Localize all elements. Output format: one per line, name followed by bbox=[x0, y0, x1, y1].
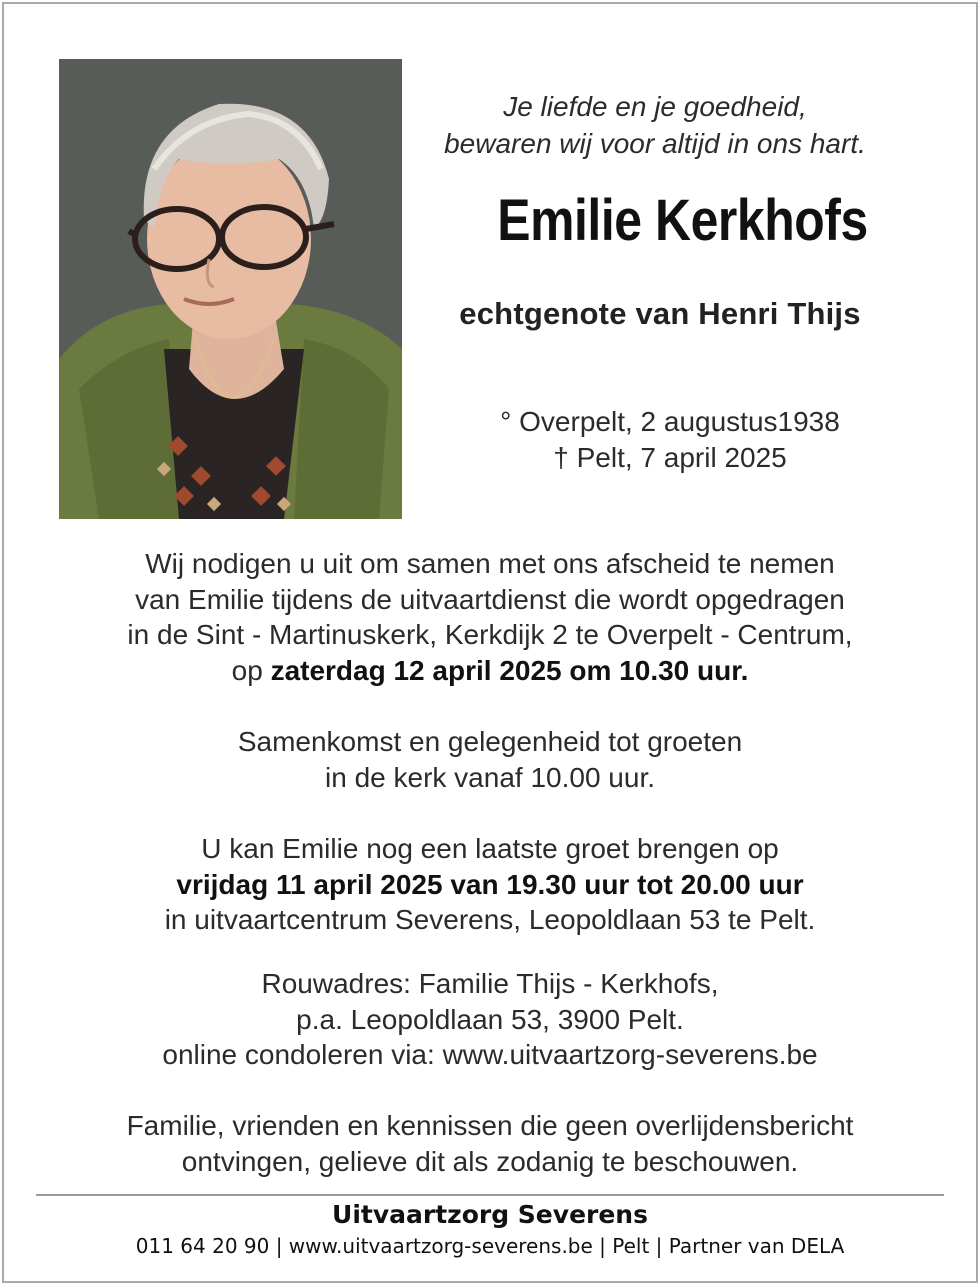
spouse-line: echtgenote van Henri Thijs bbox=[459, 296, 861, 331]
quote-line-1: Je liefde en je goedheid, bbox=[503, 91, 807, 122]
portrait-illustration bbox=[59, 59, 402, 519]
notice-line-2: ontvingen, gelieve dit als zodanig te beschouwen. bbox=[181, 1145, 799, 1177]
service-line-4 bbox=[40, 653, 940, 689]
service-date: zaterdag 12 april 2025 om 10.30 uur. bbox=[270, 654, 749, 686]
funeral-company-contact: 011 64 20 90 | www.uitvaartzorg-severens.be | Pelt | Partner van DELA bbox=[135, 1234, 845, 1258]
gathering-line-2: in de kerk vanaf 10.00 uur. bbox=[325, 761, 655, 793]
visitation-line-1: U kan Emilie nog een laatste groet brengen op bbox=[201, 833, 779, 864]
condolence-link[interactable]: online condoleren via: www.uitvaartzorg-severens.be bbox=[162, 1039, 818, 1070]
footer-divider bbox=[36, 1194, 944, 1196]
quote-line-2: bewaren wij voor altijd in ons hart. bbox=[444, 128, 866, 159]
portrait-photo bbox=[59, 59, 402, 519]
service-line-2: van Emilie tijdens de uitvaartdienst die wordt opgedragen bbox=[135, 583, 845, 615]
service-paragraph bbox=[40, 546, 940, 688]
service-line-3: in de Sint - Martinuskerk, Kerkdijk 2 te Overpelt - Centrum, bbox=[127, 619, 853, 650]
deceased-name: Emilie Kerkhofs bbox=[497, 188, 868, 253]
gathering-paragraph bbox=[40, 724, 940, 795]
address-paragraph bbox=[40, 966, 940, 1073]
notice-line-1: Familie, vrienden en kennissen die geen overlijdensbericht bbox=[126, 1110, 854, 1141]
service-line-1: Wij nodigen u uit om samen met ons afscheid te nemen bbox=[145, 548, 835, 579]
address-line-2: p.a. Leopoldlaan 53, 3900 Pelt. bbox=[296, 1003, 684, 1035]
address-line-1: Rouwadres: Familie Thijs - Kerkhofs, bbox=[261, 968, 719, 999]
visitation-date: vrijdag 11 april 2025 van 19.30 uur tot 20.00 uur bbox=[176, 868, 804, 900]
memorial-quote bbox=[410, 88, 900, 162]
birth-date: ° Overpelt, 2 augustus1938 bbox=[500, 406, 840, 437]
life-dates bbox=[430, 404, 910, 476]
visitation-paragraph bbox=[40, 831, 940, 938]
gathering-line-1: Samenkomst en gelegenheid tot groeten bbox=[237, 726, 743, 757]
notice-paragraph bbox=[40, 1108, 940, 1179]
service-date-prefix: op bbox=[231, 654, 271, 686]
funeral-company-name: Uitvaartzorg Severens bbox=[332, 1200, 648, 1229]
visitation-line-3: in uitvaartcentrum Severens, Leopoldlaan 53 te Pelt. bbox=[164, 904, 816, 935]
death-date: † Pelt, 7 april 2025 bbox=[553, 442, 787, 473]
